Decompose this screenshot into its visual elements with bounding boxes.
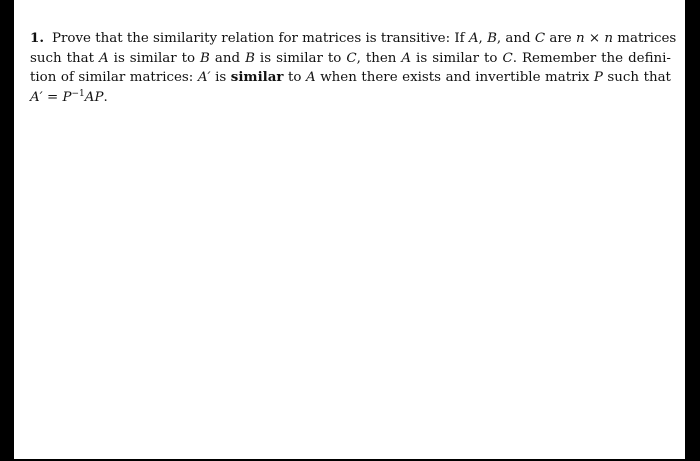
- text: is similar to: [259, 50, 342, 66]
- math-A: A: [468, 31, 479, 46]
- problem-line-2: [30, 49, 671, 69]
- math-C: C: [502, 50, 513, 66]
- math-C: C: [346, 50, 357, 66]
- text: is: [215, 70, 227, 85]
- problem-line-3: [30, 68, 671, 88]
- text: Prove that the similarity relation for matrices is transitive: If: [51, 31, 465, 46]
- math-C: C: [534, 31, 546, 46]
- math-equals: =: [46, 89, 59, 105]
- math-n: n: [575, 31, 585, 46]
- math-times: ×: [588, 31, 601, 46]
- text: ,: [478, 31, 483, 46]
- text: .: [103, 89, 108, 105]
- text: is similar to: [416, 50, 498, 66]
- math-B: B: [487, 31, 497, 46]
- text: is similar to: [113, 50, 196, 66]
- math-A-prime: A′: [30, 89, 43, 105]
- text: to: [288, 70, 302, 85]
- text: such that: [30, 50, 94, 66]
- math-n: n: [604, 31, 613, 46]
- math-exponent: −1: [71, 88, 85, 99]
- text: , and: [496, 31, 531, 46]
- math-A-prime: A′: [197, 70, 211, 85]
- math-A: A: [401, 50, 412, 66]
- problem-line-4: [30, 88, 671, 108]
- text: matrices: [617, 31, 677, 46]
- problem-number: 1.: [30, 30, 44, 46]
- problem-line-1: [30, 29, 677, 49]
- math-A: A: [98, 50, 109, 66]
- math-AP: AP: [84, 89, 104, 105]
- text: and: [214, 50, 241, 66]
- bold-term-similar: similar: [230, 69, 284, 85]
- math-B: B: [245, 50, 255, 66]
- problem-1: [30, 29, 677, 107]
- text: when there exists and invertible matrix: [320, 70, 590, 85]
- math-A: A: [306, 70, 316, 85]
- text: . Remember the defini-: [512, 50, 671, 66]
- math-P: P: [62, 89, 72, 105]
- text: tion of similar matrices:: [30, 70, 194, 85]
- document-page: [14, 0, 685, 459]
- math-B: B: [200, 50, 210, 66]
- text: are: [549, 31, 572, 46]
- math-P: P: [593, 70, 603, 85]
- text: , then: [356, 50, 397, 66]
- text: such that: [607, 70, 671, 85]
